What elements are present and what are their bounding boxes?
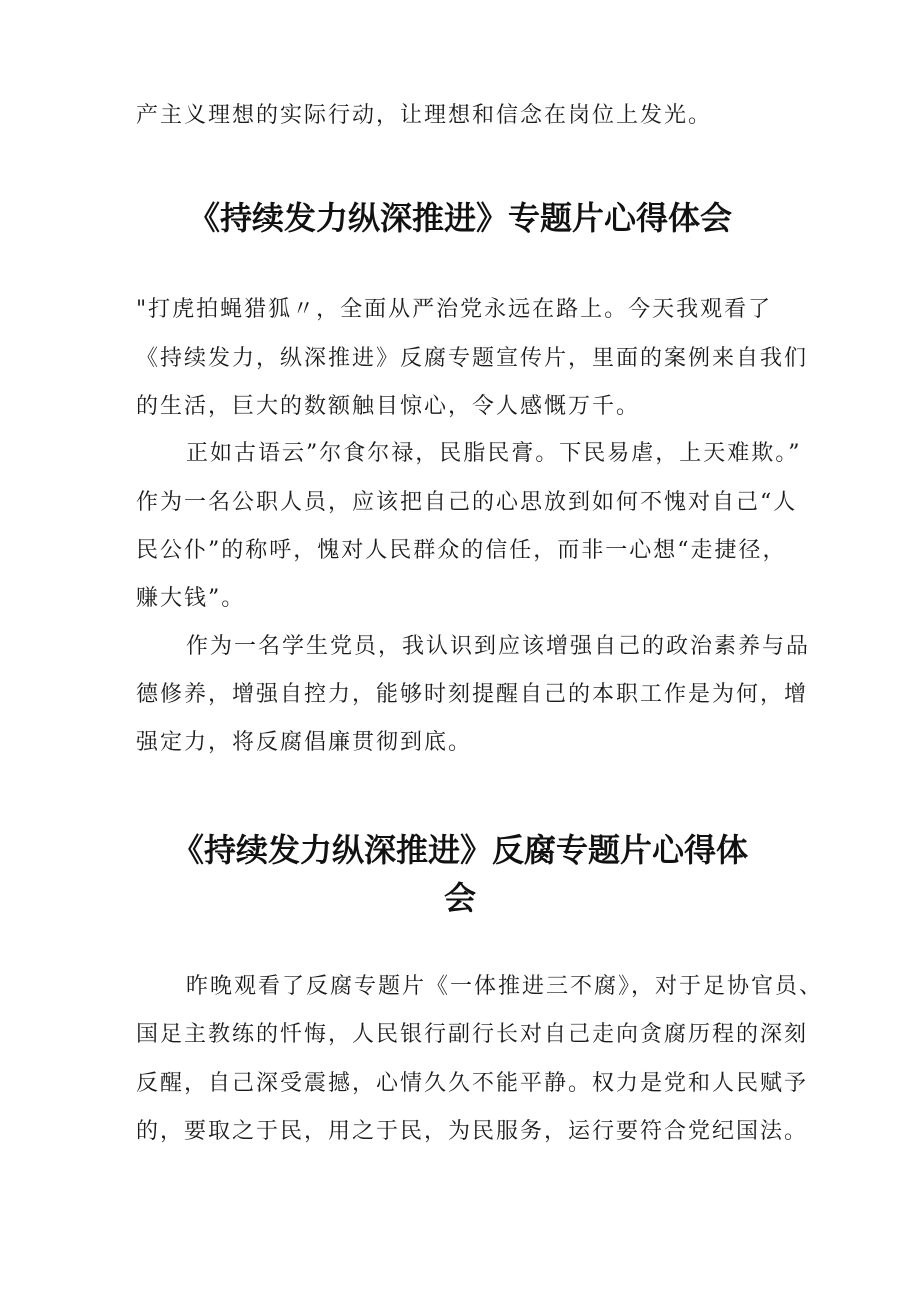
paragraph-line: 的，要取之于民，用之于民，为民服务，运行要符合党纪国法。	[136, 1119, 809, 1144]
paragraph-line: 正如古语云”尔食尔禄，民脂民膏。下民易虐，上天难欺。”	[186, 441, 802, 466]
section2-title-line-2: 会	[443, 879, 476, 917]
paragraph-line: 德修养，增强自控力，能够时刻提醒自己的本职工作是为何，增	[136, 682, 809, 707]
paragraph-line: 《持续发力，纵深推进》反腐专题宣传片，里面的案例来自我们	[136, 346, 809, 371]
paragraph-line: 民公仆”的称呼，愧对人民群众的信任，而非一心想“走捷径，	[136, 538, 787, 563]
paragraph-line: 作为一名学生党员，我认识到应该增强自己的政治素养与品	[186, 634, 811, 659]
intro-line: 产主义理想的实际行动，让理想和信念在岗位上发光。	[136, 103, 713, 128]
paragraph-line: 强定力，将反腐倡廉贯彻到底。	[136, 730, 473, 755]
paragraph-line: 反醒，自己深受震撼，心情久久不能平静。权力是党和人民赋予	[136, 1071, 809, 1096]
paragraph-line: "打虎拍蝇猎狐〃，全面从严治党永远在路上。今天我观看了	[136, 297, 773, 322]
section1-title: 《持续发力纵深推进》专题片心得体会	[187, 199, 732, 237]
paragraph-line: 的生活，巨大的数额触目惊心，令人感慨万千。	[136, 394, 641, 419]
paragraph-line: 赚大钱”。	[136, 586, 246, 611]
paragraph-line: 作为一名公职人员，应该把自己的心思放到如何不愧对自己“人	[136, 490, 798, 515]
paragraph-line: 国足主教练的忏悔，人民银行副行长对自己走向贪腐历程的深刻	[136, 1022, 809, 1047]
section2-title-line-1: 《持续发力纵深推进》反腐专题片心得体	[171, 831, 748, 869]
paragraph-line: 昨晚观看了反腐专题片《一体推进三不腐》，对于足协官员、	[186, 974, 824, 999]
